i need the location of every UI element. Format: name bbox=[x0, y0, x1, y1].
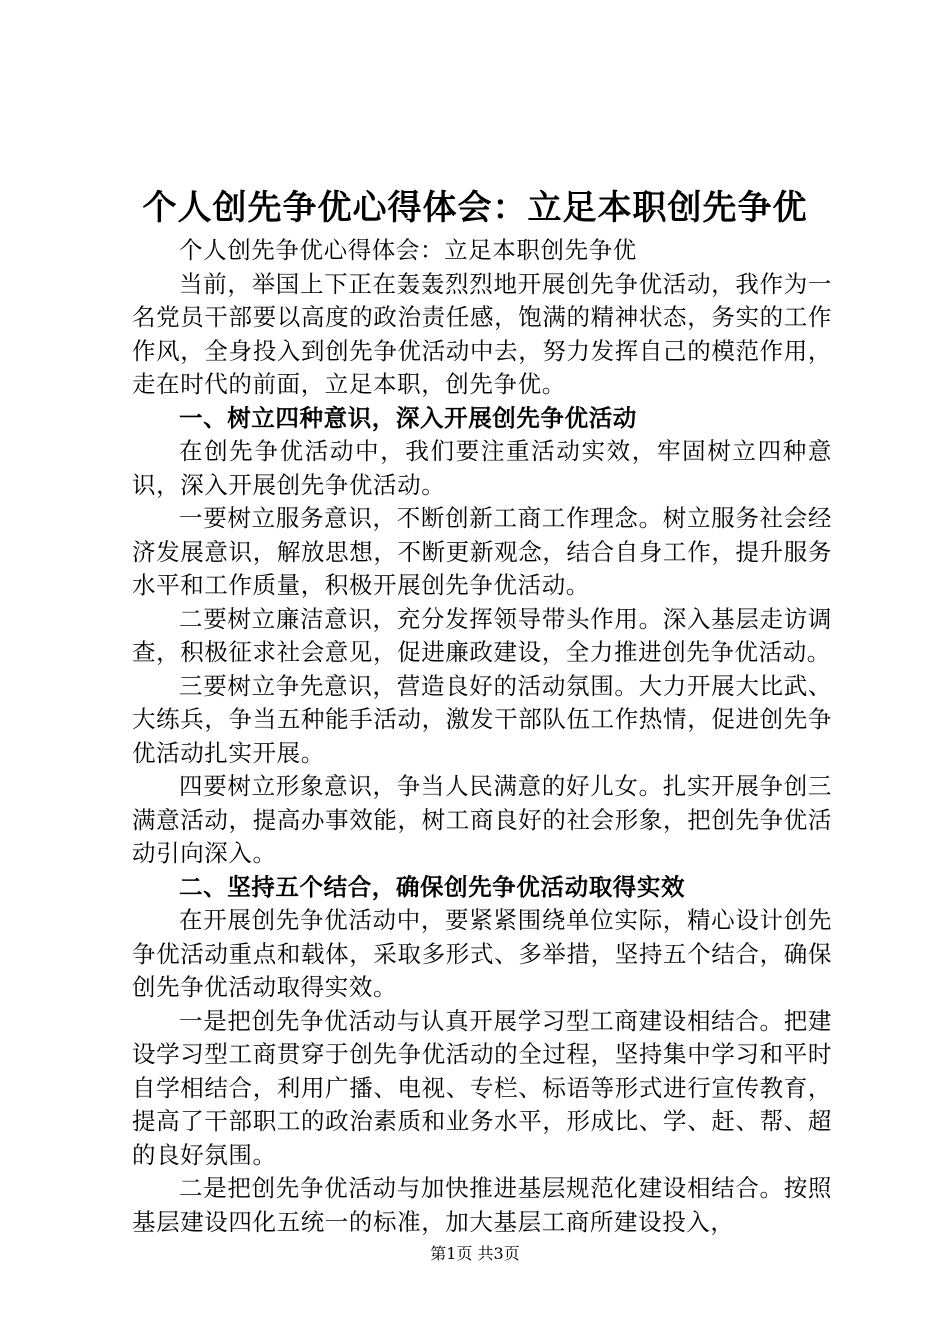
page-footer: 第1页 共3页 bbox=[430, 1244, 520, 1263]
document-body bbox=[132, 234, 832, 1239]
subtitle-paragraph: 个人创先争优心得体会：立足本职创先争优 bbox=[179, 236, 637, 264]
section-2-intro-paragraph: 在开展创先争优活动中，要紧紧围绕单位实际，精心设计创先争优活动重点和载体，采取多形式、多举措，坚持五个结合，确保创先争优活动取得实效。 bbox=[132, 906, 832, 1001]
integrity-awareness-paragraph: 二要树立廉洁意识，充分发挥领导带头作用。深入基层走访调查，积极征求社会意见，促进廉政建设，全力推进创先争优活动。 bbox=[132, 604, 832, 666]
section-1-intro-paragraph: 在创先争优活动中，我们要注重活动实效，牢固树立四种意识，深入开展创先争优活动。 bbox=[132, 437, 832, 499]
document-title: 个人创先争优心得体会：立足本职创先争优 bbox=[142, 188, 808, 228]
learning-combination-paragraph: 一是把创先争优活动与认真开展学习型工商建设相结合。把建设学习型工商贯穿于创先争优活动的全过程，坚持集中学习和平时自学相结合，利用广播、电视、专栏、标语等形式进行宣传教育，提高了干部职工的政治素质和业务水平，形成比、学、赶、帮、超的良好氛围。 bbox=[132, 1006, 832, 1169]
standardization-combination-paragraph: 二是把创先争优活动与加快推进基层规范化建设相结合。按照基层建设四化五统一的标准，加大基层工商所建设投入， bbox=[132, 1174, 832, 1236]
competition-awareness-paragraph: 三要树立争先意识，营造良好的活动氛围。大力开展大比武、大练兵，争当五种能手活动，激发干部队伍工作热情，促进创先争优活动扎实开展。 bbox=[132, 671, 832, 767]
intro-paragraph: 当前，举国上下正在轰轰烈烈地开展创先争优活动，我作为一名党员干部要以高度的政治责任感，饱满的精神状态，务实的工作作风，全身投入到创先争优活动中去，努力发挥自己的模范作用，走在时代的前面，立足本职，创先争优。 bbox=[132, 269, 832, 398]
section-heading-2: 二、坚持五个结合，确保创先争优活动取得实效 bbox=[179, 872, 686, 901]
image-awareness-paragraph: 四要树立形象意识，争当人民满意的好儿女。扎实开展争创三满意活动，提高办事效能，树工商良好的社会形象，把创先争优活动引向深入。 bbox=[132, 772, 832, 867]
section-heading-1: 一、树立四种意识，深入开展创先争优活动 bbox=[179, 403, 637, 432]
service-awareness-paragraph: 一要树立服务意识，不断创新工商工作理念。树立服务社会经济发展意识，解放思想，不断更新观念，结合自身工作，提升服务水平和工作质量，积极开展创先争优活动。 bbox=[132, 504, 832, 599]
